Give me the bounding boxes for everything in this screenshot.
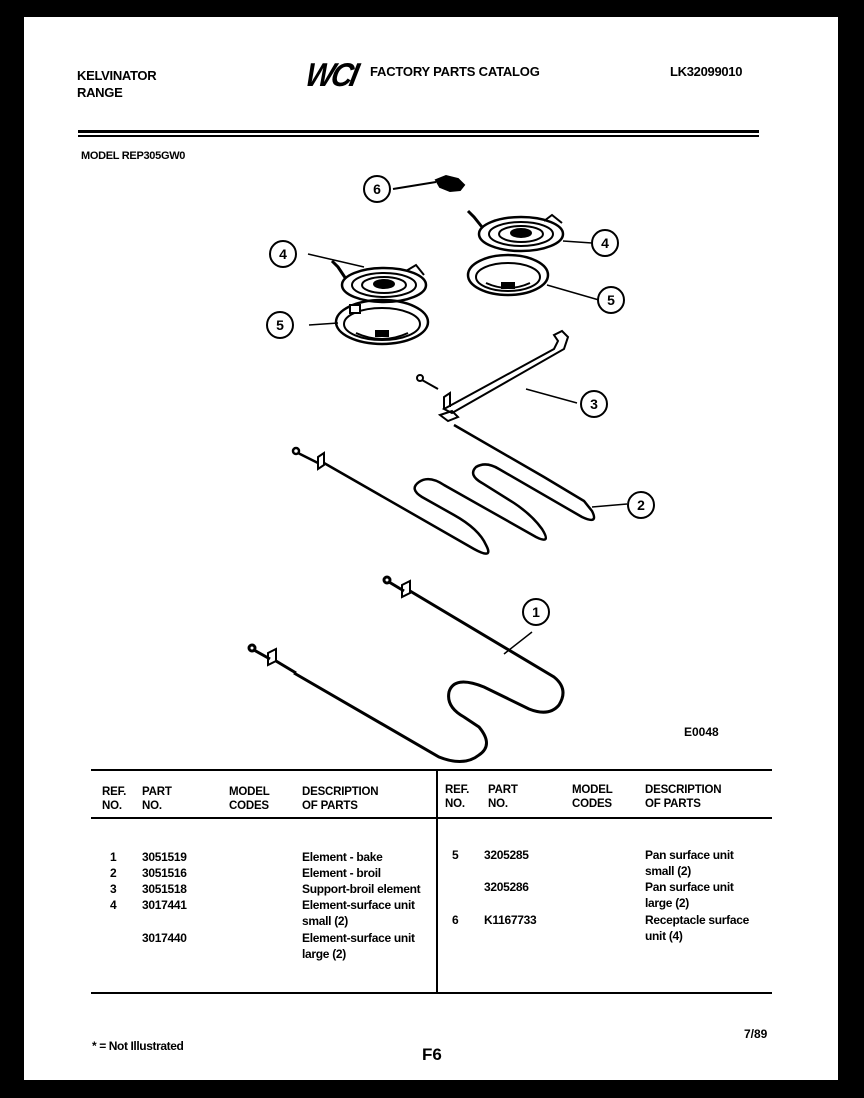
callout-label: 3 — [590, 396, 598, 412]
ref-no: 3 — [110, 882, 117, 896]
catalog-id: LK32099010 — [670, 64, 743, 79]
part-no: 3205285 — [484, 848, 529, 862]
table-row — [452, 879, 772, 911]
table-row — [110, 849, 430, 865]
bake-element-part-1 — [249, 577, 563, 762]
description-cont: small (2) — [645, 864, 691, 878]
exploded-parts-diagram — [24, 17, 838, 777]
part-no: 3051516 — [142, 866, 187, 880]
description-cont: large (2) — [302, 947, 346, 961]
description-cont: large (2) — [645, 896, 689, 910]
part-no: 3017440 — [142, 931, 187, 945]
description: Support-broil element — [302, 882, 421, 896]
callout-label: 4 — [601, 235, 609, 251]
broil-support-part-3 — [417, 331, 568, 421]
description-cont: unit (4) — [645, 929, 683, 943]
col-header-desc-right: DESCRIPTION OF PARTS — [645, 784, 722, 810]
ref-no: 6 — [452, 913, 459, 927]
part-no: 3051519 — [142, 850, 187, 864]
ref-no: 4 — [110, 898, 117, 912]
col-header-ref: REF. NO. — [102, 786, 127, 812]
description: Receptacle surface — [645, 913, 749, 927]
pan-left — [336, 300, 428, 344]
model-number: MODEL REP305GW0 — [81, 150, 186, 162]
ref-no: 5 — [452, 848, 459, 862]
callout-label: 5 — [607, 292, 615, 308]
col-header-desc: DESCRIPTION OF PARTS — [302, 786, 379, 812]
callout-label: 5 — [276, 317, 284, 333]
part-no: 3017441 — [142, 898, 187, 912]
col-header-ref-right: REF. NO. — [445, 784, 470, 810]
table-row — [110, 930, 430, 962]
col-header-part-right: PART NO. — [488, 784, 518, 810]
description: Element - bake — [302, 850, 383, 864]
description: Element - broil — [302, 866, 381, 880]
callout-label: 2 — [637, 497, 645, 513]
catalog-page — [24, 17, 838, 1080]
page-number: F6 — [422, 1045, 442, 1064]
product-type: RANGE — [77, 85, 123, 100]
brand-name: KELVINATOR — [77, 68, 157, 83]
not-illustrated-note: * = Not Illustrated — [92, 1039, 184, 1053]
col-header-model: MODEL CODES — [229, 786, 270, 812]
table-row — [452, 912, 772, 944]
description: Pan surface unit — [645, 848, 734, 862]
part-no: 3051518 — [142, 882, 187, 896]
table-row — [110, 865, 430, 881]
receptacle-part-6 — [393, 176, 464, 191]
wci-logo: WCI — [302, 57, 360, 94]
description-cont: small (2) — [302, 914, 348, 928]
table-row — [110, 897, 430, 929]
table-row — [452, 847, 772, 879]
col-header-part: PART NO. — [142, 786, 172, 812]
callout-label: 4 — [279, 246, 287, 262]
ref-no: 1 — [110, 850, 117, 864]
description: Element-surface unit — [302, 931, 415, 945]
figure-code: E0048 — [684, 725, 719, 739]
catalog-date: 7/89 — [744, 1027, 768, 1041]
part-no: K1167733 — [484, 913, 537, 927]
table-column-divider — [436, 769, 438, 993]
part-no: 3205286 — [484, 880, 529, 894]
table-row — [110, 881, 430, 897]
catalog-title: FACTORY PARTS CATALOG — [370, 64, 540, 79]
description: Element-surface unit — [302, 898, 415, 912]
callout-label: 6 — [373, 181, 381, 197]
surface-element-right — [468, 211, 563, 251]
table-bottom-rule — [91, 992, 772, 994]
surface-element-left — [332, 261, 426, 302]
col-header-model-right: MODEL CODES — [572, 784, 613, 810]
broil-element-part-2 — [293, 425, 594, 554]
pan-right — [468, 255, 548, 295]
callout-label: 1 — [532, 604, 540, 620]
table-header-rule — [91, 817, 772, 819]
ref-no: 2 — [110, 866, 117, 880]
table-top-rule — [91, 769, 772, 771]
description: Pan surface unit — [645, 880, 734, 894]
